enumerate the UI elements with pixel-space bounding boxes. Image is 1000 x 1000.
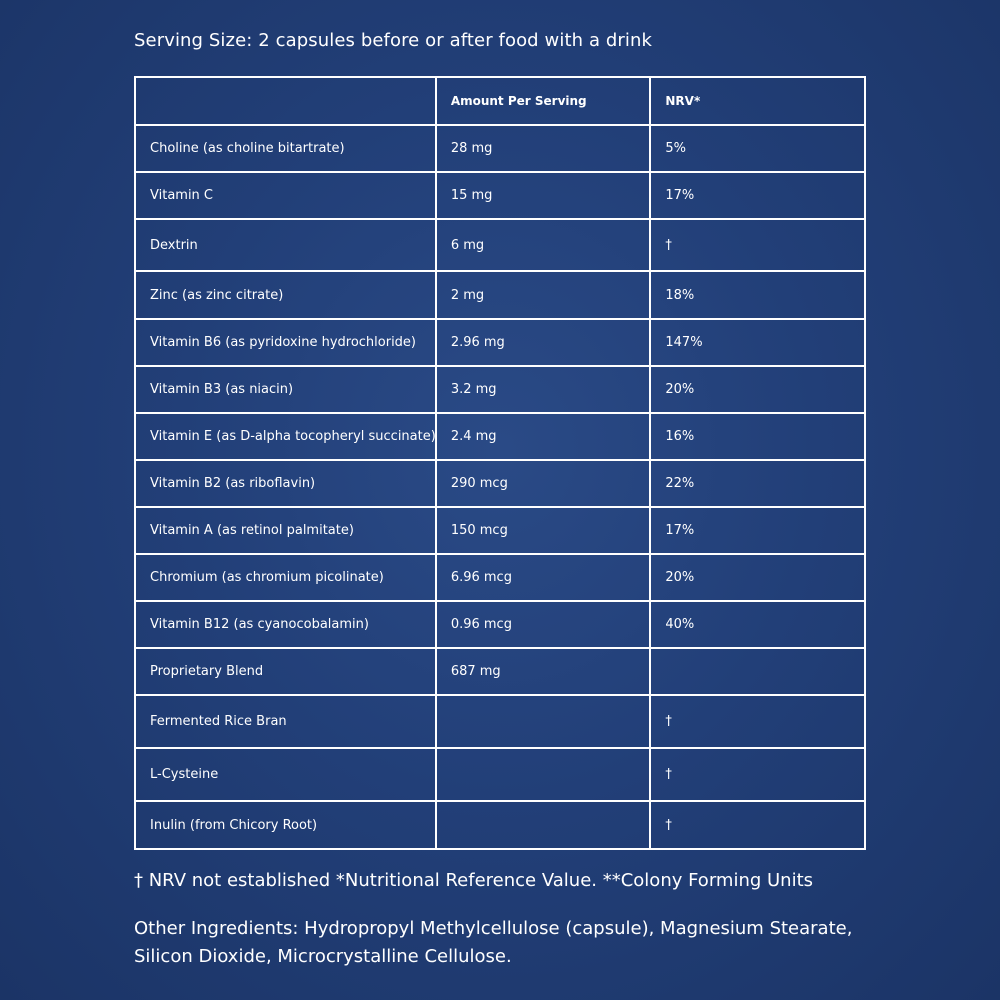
ingredient-name: Vitamin E (as D-alpha tocopheryl succinate)	[135, 413, 436, 460]
header-ingredient	[135, 77, 436, 125]
header-amount-per-serving: Amount Per Serving	[436, 77, 651, 125]
table-row	[135, 125, 865, 172]
serving-size: Serving Size: 2 capsules before or after food with a drink	[134, 30, 653, 51]
ingredient-name: Choline (as choline bitartrate)	[135, 125, 436, 172]
ingredient-amount: 6 mg	[436, 219, 651, 271]
ingredient-nrv: 17%	[650, 507, 865, 554]
ingredient-nrv: 147%	[650, 319, 865, 366]
ingredient-name: Dextrin	[135, 219, 436, 271]
ingredient-name: Fermented Rice Bran	[135, 695, 436, 748]
table-row	[135, 601, 865, 648]
ingredient-name: Zinc (as zinc citrate)	[135, 271, 436, 319]
ingredient-name: Proprietary Blend	[135, 648, 436, 695]
table-row	[135, 460, 865, 507]
table-row	[135, 219, 865, 271]
ingredient-nrv: 18%	[650, 271, 865, 319]
ingredient-name: Vitamin B2 (as riboflavin)	[135, 460, 436, 507]
ingredient-amount: 0.96 mcg	[436, 601, 651, 648]
ingredient-amount: 6.96 mcg	[436, 554, 651, 601]
table-row	[135, 319, 865, 366]
ingredient-amount	[436, 748, 651, 801]
ingredient-name: Vitamin A (as retinol palmitate)	[135, 507, 436, 554]
ingredient-nrv: 20%	[650, 366, 865, 413]
table-row	[135, 554, 865, 601]
ingredient-nrv: †	[650, 748, 865, 801]
ingredient-name: Vitamin C	[135, 172, 436, 219]
ingredient-amount: 2.96 mg	[436, 319, 651, 366]
ingredient-amount: 2.4 mg	[436, 413, 651, 460]
ingredient-amount	[436, 801, 651, 849]
ingredient-amount	[436, 695, 651, 748]
table-row	[135, 413, 865, 460]
ingredient-name: Inulin (from Chicory Root)	[135, 801, 436, 849]
table-row	[135, 695, 865, 748]
ingredient-nrv	[650, 648, 865, 695]
table-header-row	[135, 77, 865, 125]
header-nrv: NRV*	[650, 77, 865, 125]
ingredient-name: Vitamin B6 (as pyridoxine hydrochloride)	[135, 319, 436, 366]
ingredient-nrv: 40%	[650, 601, 865, 648]
ingredient-name: Vitamin B3 (as niacin)	[135, 366, 436, 413]
table-row	[135, 172, 865, 219]
ingredient-amount: 290 mcg	[436, 460, 651, 507]
ingredient-nrv: 5%	[650, 125, 865, 172]
table-row	[135, 648, 865, 695]
ingredient-name: Vitamin B12 (as cyanocobalamin)	[135, 601, 436, 648]
ingredient-nrv: 16%	[650, 413, 865, 460]
ingredient-amount: 28 mg	[436, 125, 651, 172]
ingredient-nrv: †	[650, 695, 865, 748]
ingredient-amount: 3.2 mg	[436, 366, 651, 413]
other-ingredients: Other Ingredients: Hydropropyl Methylcellulose (capsule), Magnesium Stearate, Silicon Dioxide, Microcrystalline Cellulose.	[134, 918, 853, 967]
ingredient-name: Chromium (as chromium picolinate)	[135, 554, 436, 601]
table-row	[135, 801, 865, 849]
ingredient-nrv: 20%	[650, 554, 865, 601]
nrv-footnote: † NRV not established *Nutritional Reference Value. **Colony Forming Units	[134, 870, 814, 891]
ingredient-amount: 150 mcg	[436, 507, 651, 554]
ingredient-amount: 15 mg	[436, 172, 651, 219]
ingredient-nrv: †	[650, 219, 865, 271]
table-row	[135, 366, 865, 413]
ingredient-amount: 2 mg	[436, 271, 651, 319]
ingredient-nrv: †	[650, 801, 865, 849]
table-row	[135, 271, 865, 319]
ingredient-amount: 687 mg	[436, 648, 651, 695]
supplement-facts-table	[134, 76, 866, 850]
table-row	[135, 748, 865, 801]
ingredient-nrv: 22%	[650, 460, 865, 507]
table-row	[135, 507, 865, 554]
ingredient-nrv: 17%	[650, 172, 865, 219]
ingredient-name: L-Cysteine	[135, 748, 436, 801]
